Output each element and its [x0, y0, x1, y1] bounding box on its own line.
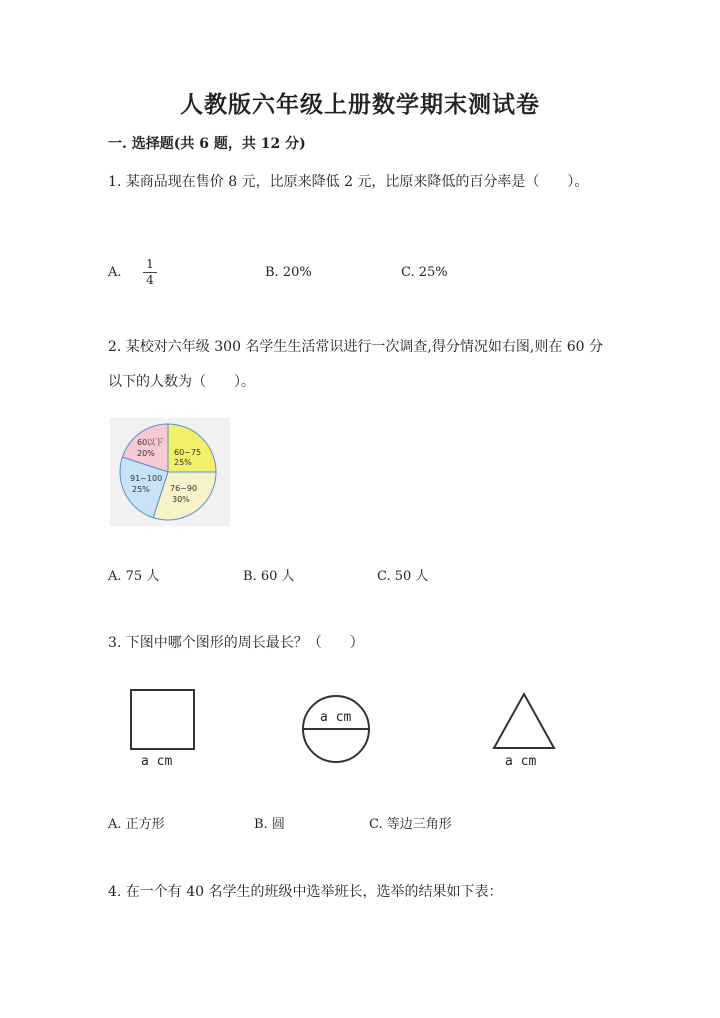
page-title: 人教版六年级上册数学期末测试卷	[180, 91, 540, 118]
pie-slices	[120, 424, 216, 520]
triangle-side-label: a cm	[505, 754, 537, 769]
pie-value-60-75: 25%	[174, 458, 192, 467]
fraction-denominator: 4	[146, 273, 154, 287]
triangle-figure	[488, 688, 560, 754]
question-1-text: 1. 某商品现在售价 8 元，比原来降低 2 元，比原来降低的百分率是（ ）。	[108, 174, 589, 190]
q2-option-b: B. 60 人	[243, 569, 295, 584]
circle-figure	[298, 690, 378, 770]
q2-option-c: C. 50 人	[377, 569, 429, 584]
pie-value-76-90: 30%	[172, 495, 190, 504]
q1-option-c: C. 25%	[401, 265, 448, 280]
square-shape	[131, 690, 194, 749]
q1-option-a-label: A.	[108, 265, 122, 280]
fraction-numerator: 1	[146, 257, 154, 271]
question-3-text: 3. 下图中哪个图形的周长最长？（ ）	[108, 635, 364, 651]
q1-option-b: B. 20%	[265, 265, 312, 280]
pie-value-60-below: 20%	[137, 449, 155, 458]
question-2-text-line2: 以下的人数为（ ）。	[108, 374, 255, 390]
q1-option-a-fraction	[143, 258, 157, 287]
q3-option-b: B. 圆	[254, 817, 285, 832]
pie-label-60-75: 60~75	[174, 448, 202, 457]
pie-label-91-100: 91~100	[130, 474, 163, 483]
triangle-shape	[494, 694, 554, 748]
score-pie-chart	[110, 418, 230, 526]
square-figure	[125, 685, 201, 755]
question-2-text-line1: 2. 某校对六年级 300 名学生生活常识进行一次调查,得分情况如右图,则在 60 分	[108, 339, 604, 355]
circle-diameter-label: a cm	[320, 710, 352, 725]
q2-option-a: A. 75 人	[108, 569, 160, 584]
pie-label-60-below: 60以下	[137, 438, 164, 447]
q3-option-a: A. 正方形	[108, 817, 165, 832]
square-side-label: a cm	[141, 754, 173, 769]
q3-option-c: C. 等边三角形	[369, 817, 452, 832]
section-heading: 一. 选择题(共 6 题，共 12 分)	[108, 136, 306, 152]
question-4-text: 4. 在一个有 40 名学生的班级中选举班长，选举的结果如下表：	[108, 884, 503, 900]
pie-label-76-90: 76~90	[170, 484, 198, 493]
pie-value-91-100: 25%	[132, 485, 150, 494]
